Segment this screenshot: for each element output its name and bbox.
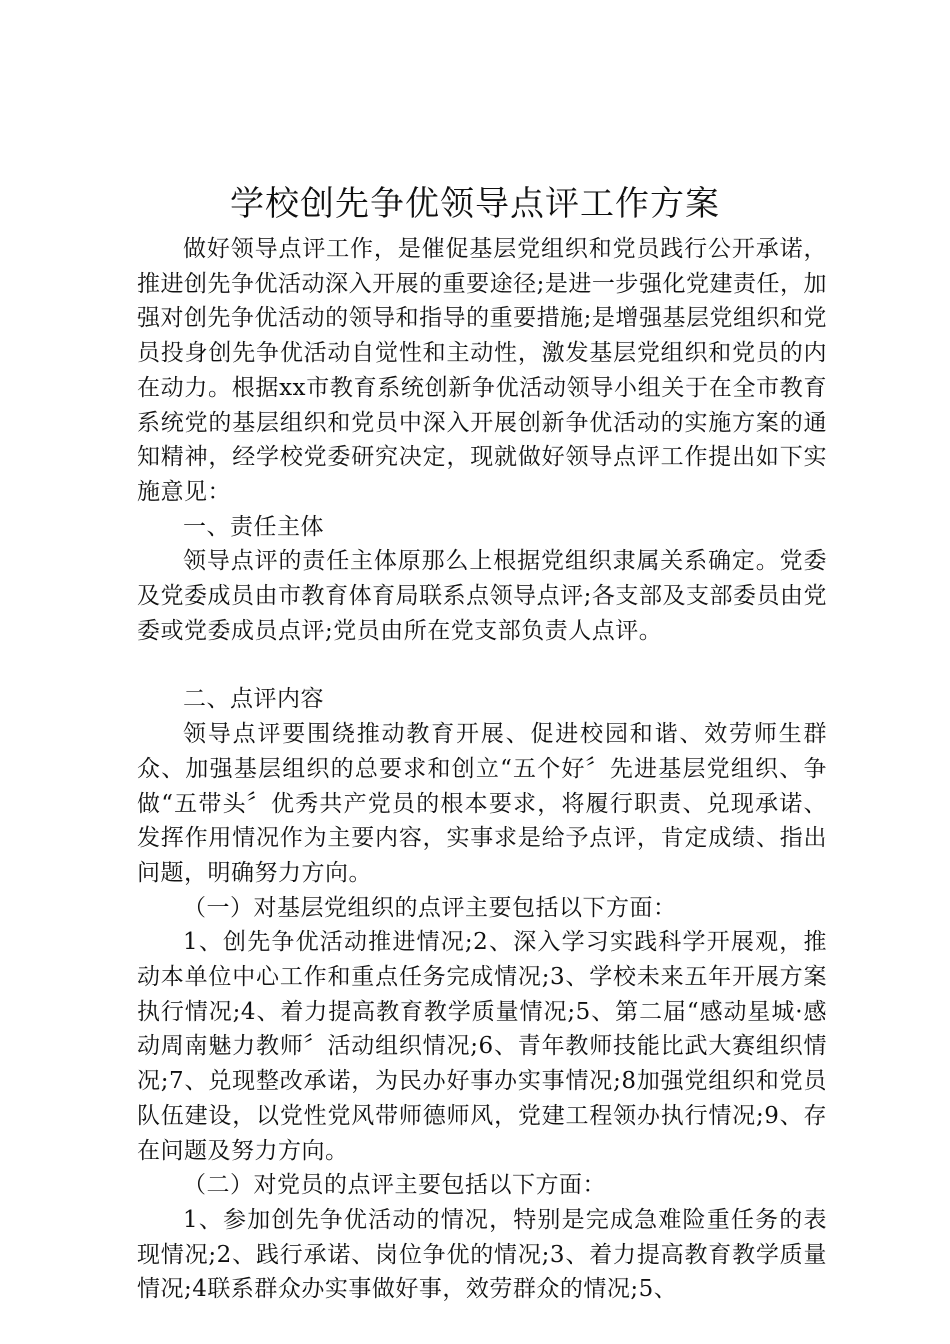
section-heading-content: 二、点评内容 [183,686,324,713]
subsection-heading-organizations: （一）对基层党组织的点评主要包括以下方面： [183,894,677,921]
document-body [137,232,827,1307]
subsection-heading-members: （二）对党员的点评主要包括以下方面： [183,1172,606,1199]
organizations-paragraph: 1、创先争优活动推进情况;2、深入学习实践科学开展观，推动本单位中心工作和重点任务完成情况;3、学校未来五年开展方案执行情况;4、着力提高教育教学质量情况;5、第二届“感动星城·感动周南魅力教师〞活动组织情况;6、青年教师技能比武大赛组织情况;7、兑现整改承诺，为民办好事办实事情况;8加强党组织和党员队伍建设，以党性党风带师德师风，党建工程领办执行情况;9、存在问题及努力方向。 [137,929,827,1164]
responsibility-paragraph: 领导点评的责任主体原那么上根据党组织隶属关系确定。党委及党委成员由市教育体育局联系点领导点评;各支部及支部委员由党委或党委成员点评;党员由所在党支部负责人点评。 [137,548,827,644]
document-title: 学校创先争优领导点评工作方案 [230,184,720,224]
content-paragraph: 领导点评要围绕推动教育开展、促进校园和谐、效劳师生群众、加强基层组织的总要求和创立“五个好〞先进基层党组织、争做“五带头〞优秀共产党员的根本要求，将履行职责、兑现承诺、发挥作用情况作为主要内容，实事求是给予点评，肯定成绩、指出问题，明确努力方向。 [137,721,827,886]
members-paragraph: 1、参加创先争优活动的情况，特别是完成急难险重任务的表现情况;2、践行承诺、岗位争优的情况;3、着力提高教育教学质量情况;4联系群众办实事做好事，效劳群众的情况;5、 [137,1206,827,1303]
section-heading-responsibility: 一、责任主体 [183,513,324,540]
intro-paragraph: 做好领导点评工作，是催促基层党组织和党员践行公开承诺，推进创先争优活动深入开展的重要途径;是进一步强化党建责任，加强对创先争优活动的领导和指导的重要措施;是增强基层党组织和党员投身创先争优活动自觉性和主动性，激发基层党组织和党员的内在动力。根据xx市教育系统创新争优活动领导小组关于在全市教育系统党的基层组织和党员中深入开展创新争优活动的实施方案的通知精神，经学校党委研究决定，现就做好领导点评工作提出如下实施意见： [137,236,827,505]
